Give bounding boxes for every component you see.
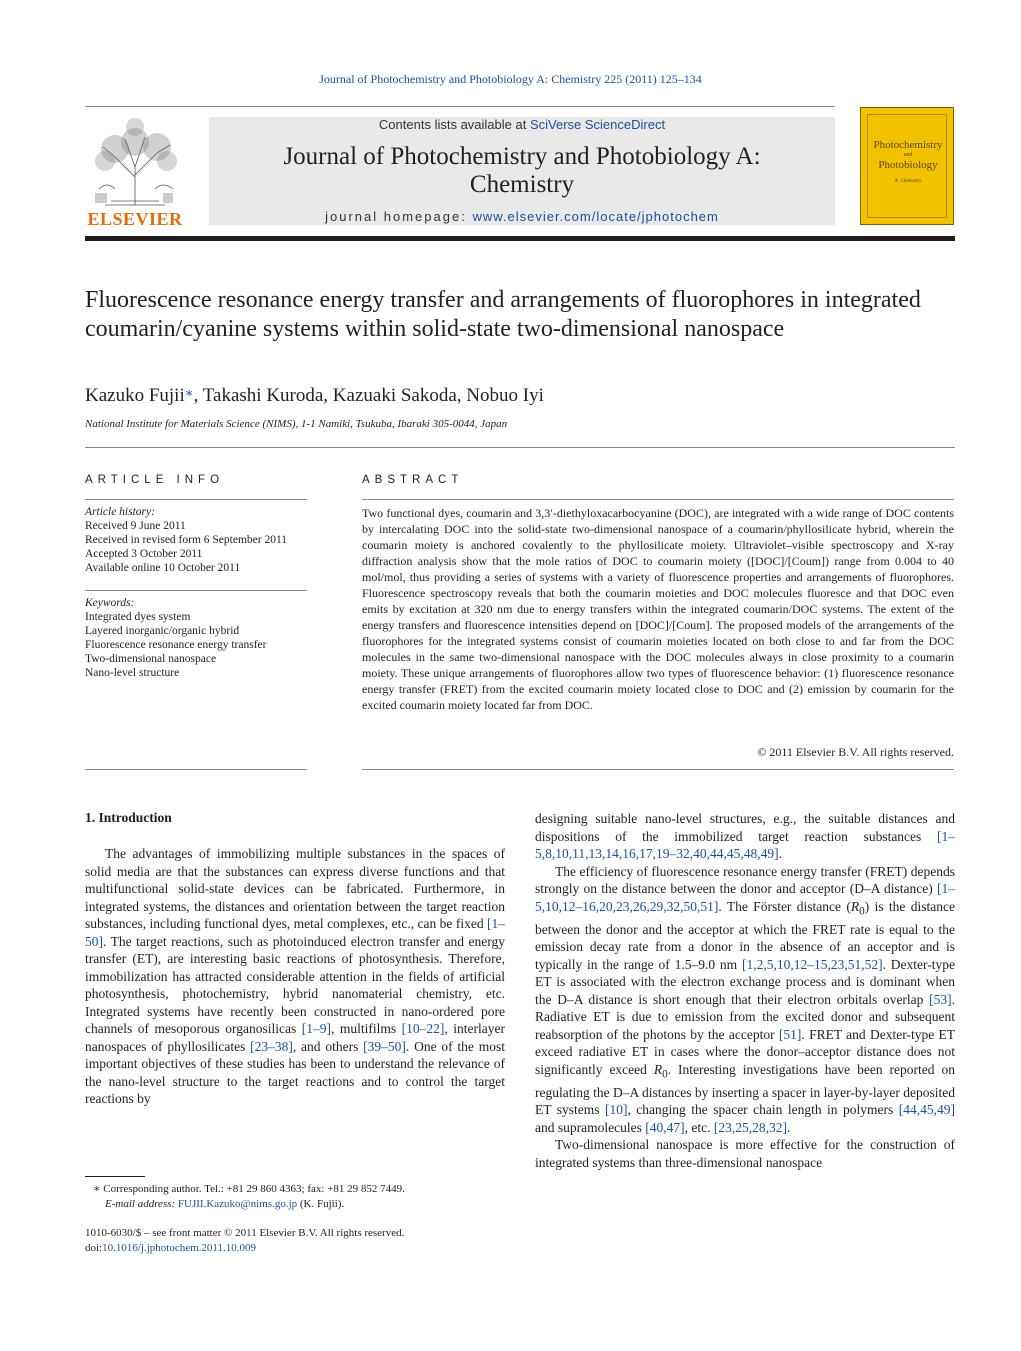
header-top-rule (85, 106, 835, 107)
intro-paragraph-3 (535, 863, 955, 1137)
intro-paragraph-4: Two-dimensional nanospace is more effective for the construction of integrated systems than three-dimensional nanospace (535, 1137, 955, 1170)
symbol-R: R (850, 898, 860, 914)
abstract-bottom-rule (362, 769, 954, 770)
citation-link[interactable]: [39–50] (363, 1038, 406, 1054)
text-run: . One of the most important objectives of these studies has been to understand the relevance of the nano-level structure to the target reactions and to control the target reactions by (85, 1038, 505, 1106)
email-suffix: (K. Fujii). (297, 1198, 345, 1210)
abstract-heading: ABSTRACT (362, 474, 464, 486)
history-received: Received 9 June 2011 (85, 520, 186, 532)
homepage-link[interactable]: www.elsevier.com/locate/jphotochem (472, 209, 719, 224)
citation-link[interactable]: [1–9] (301, 1021, 331, 1036)
email-link[interactable]: FUJII.Kazuko@nims.go.jp (177, 1198, 298, 1210)
author-list (85, 385, 544, 407)
article-info-bottom-rule (85, 769, 307, 770)
author-first[interactable]: Kazuko Fujii (85, 385, 185, 406)
subscript-0: 0 (859, 905, 865, 918)
cover-subtitle: A: Chemistry (894, 179, 922, 184)
citation-link[interactable]: [23,25,28,32] (713, 1119, 787, 1135)
doi-prefix: doi: (85, 1242, 103, 1254)
footnote-rule (85, 1176, 145, 1177)
text-run: and supramolecules (535, 1119, 646, 1135)
abstract-copyright: © 2011 Elsevier B.V. All rights reserved. (757, 745, 954, 759)
issn-doi-block (85, 1226, 525, 1256)
text-run: designing suitable nano-level structures, e.g., the suitable distances and dispositions of the immobilized target reaction substances (535, 811, 955, 844)
journal-banner (209, 117, 835, 225)
journal-title-line2: Chemistry (469, 171, 575, 198)
history-online: Available online 10 October 2011 (85, 562, 241, 574)
text-run: The advantages of immobilizing multiple substances in the spaces of solid media are that the substances can express diverse functions and that multifunctional solid-state devices can be fabricated. Furthermore, in integrated systems, the distances and orientation between the target reaction substances, including functional dyes, metal complexes, etc., can be fixed (85, 846, 505, 931)
cover-frame (867, 114, 947, 218)
text-run: , and others (292, 1038, 364, 1054)
intro-column-2 (535, 810, 955, 1171)
text-run: . The Förster distance ( (718, 898, 851, 914)
keyword-item: Integrated dyes system (85, 611, 191, 623)
intro-paragraph-1 (85, 845, 505, 1108)
issn-line: 1010-6030/$ – see front matter © 2011 Elsevier B.V. All rights reserved. (85, 1227, 405, 1239)
subscript-0: 0 (662, 1068, 668, 1081)
journal-citation[interactable]: Journal of Photochemistry and Photobiology A: Chemistry 225 (2011) 125–134 (319, 72, 702, 86)
citation-link[interactable]: [1–5,8,10,11,13,14,16,17,19–32,40,44,45,48,49] (535, 828, 955, 861)
keywords-label: Keywords: (85, 597, 135, 609)
contents-line (209, 117, 835, 132)
text-run: . The target reactions, such as photoinduced electron transfer and energy transfer (ET), are interesting basic reactions of photosynthesis. Therefore, immobilization has attracted considerable attention in the fields of artificial photosynthesis, photochemistry, hybrid nanomaterial chemistry, etc. Integrated systems have recently been constructed in nano-ordered pore channels of mesoporous organosilicas (85, 933, 505, 1036)
history-revised: Received in revised form 6 September 2011 (85, 534, 288, 546)
title-rule (85, 447, 955, 448)
keyword-item: Layered inorganic/organic hybrid (85, 625, 240, 637)
keyword-item: Nano-level structure (85, 667, 180, 679)
citation-link[interactable]: [51] (778, 1026, 802, 1042)
footnote-mark: ∗ (93, 1183, 101, 1195)
sciencedirect-link[interactable]: SciVerse ScienceDirect (529, 117, 666, 132)
history-accepted: Accepted 3 October 2011 (85, 548, 203, 560)
cover-title-3: Photobiology (878, 159, 938, 171)
symbol-R: R (653, 1061, 663, 1077)
corresponding-author-mark[interactable]: ∗ (184, 385, 194, 400)
article-info-heading: ARTICLE INFO (85, 474, 225, 486)
footnote-corresponding (93, 1182, 513, 1212)
keywords-block (85, 596, 325, 680)
text-run: ) is the distance between the donor and the acceptor at which the FRET rate is equal to the emission decay rate from a donor in the absence of an acceptor and is typically in the range of 1.5–9.0 nm (535, 898, 955, 972)
homepage-prefix: journal homepage: (325, 209, 473, 224)
text-run: , interlayer nanospaces of phyllosilicates (85, 1021, 505, 1054)
article-info-rule (85, 499, 307, 500)
journal-homepage (209, 209, 835, 224)
citation-link[interactable]: [44,45,49] (898, 1102, 955, 1118)
journal-title (209, 143, 835, 199)
header-bottom-rule (85, 236, 955, 241)
citation-link[interactable]: [1–5,10,12–16,20,23,26,29,32,50,51] (535, 881, 955, 914)
section-heading-introduction: 1. Introduction (85, 810, 172, 825)
contents-prefix: Contents lists available at (378, 117, 530, 132)
keyword-item: Fluorescence resonance energy transfer (85, 639, 267, 651)
history-label: Article history: (85, 506, 155, 518)
email-label: E-mail address: (105, 1198, 178, 1210)
citation-link[interactable]: [10–22] (401, 1021, 445, 1036)
citation-link[interactable]: [1,2,5,10,12–15,23,51,52] (741, 956, 883, 972)
citation-link[interactable]: [23–38] (250, 1038, 293, 1054)
journal-title-line1: Journal of Photochemistry and Photobiology A: (283, 143, 761, 170)
cover-title-2: and (903, 152, 913, 158)
cover-title-1: Photochemistry (873, 139, 943, 151)
article-history (85, 505, 325, 575)
doi-link[interactable]: 10.1016/j.jphotochem.2011.10.009 (102, 1242, 257, 1254)
citation-link[interactable]: [40,47] (645, 1119, 685, 1135)
text-run: . Interesting investigations have been reported on regulating the D–A distances by inserting a spacer in layer-by-layer deposited ET systems (535, 1061, 955, 1118)
keywords-rule (85, 590, 307, 591)
text-run: . Dexter-type ET is associated with the electron exchange process and is dominant when the D–A distance is short enough that their electron orbitals overlap (535, 956, 955, 1007)
text-run: , multifilms (330, 1021, 402, 1036)
elsevier-wordmark: ELSEVIER (87, 209, 183, 229)
text-run: , etc. (684, 1119, 714, 1135)
citation-link[interactable]: [1–50] (85, 916, 505, 949)
text-run: . Radiative ET is due to emission from the excited donor and subsequent reabsorption of the photons by the acceptor (535, 991, 955, 1042)
text-run: . (786, 1119, 791, 1135)
text-run: The efficiency of fluorescence resonance energy transfer (FRET) depends strongly on the distance between the donor and acceptor (D–A distance) (535, 863, 955, 896)
text-run: . FRET and Dexter-type ET exceed radiative ET in cases where the donor–acceptor distance does not significantly exceed (535, 1026, 955, 1077)
affiliation: National Institute for Materials Science (NIMS), 1-1 Namiki, Tsukuba, Ibaraki 305-0044, Japan (85, 418, 508, 430)
authors-rest: , Takashi Kuroda, Kazuaki Sakoda, Nobuo Iyi (193, 385, 544, 406)
footnote-corr-text: Corresponding author. Tel.: +81 29 860 4363; fax: +81 29 852 7449. (100, 1183, 405, 1195)
abstract-text: Two functional dyes, coumarin and 3,3′-diethyloxacarbocyanine (DOC), are integrated with a wide range of DOC contents by intercalating DOC into the solid-state two-dimensional nanospace of a coumarin/phyllosilicate hybrid, wherein the coumarin moiety is anchored covalently to the phyllosilicate moiety. Ultraviolet–visible spectroscopy and X-ray diffraction analysis show that the mole ratios of DOC to coumarin moiety ([DOC]/[Coum]) range from 0.004 to 40 mol/mol, thus providing a series of systems with a variety of fluorescence properties and arrangements of fluorophores. Fluorescence spectroscopy reveals that both the coumarin moieties and DOC molecules fluoresce and that DOC even emits by excitation at 320 nm due to energy transfers within the integrated coumarin/DOC systems. The extent of the energy transfers and fluorescence intensities depend on [DOC]/[Coum]. The proposed models of the arrangements of the fluorophores for the integrated systems consist of coumarin moieties located on both close to and far from the DOC molecules in the same two-dimensional nanospace with the DOC molecules always in close proximity to a coumarin moiety. These unique arrangements of fluorophores allow two types of fluorescence behavior: (1) fluorescence resonance energy transfer (FRET) from the excited coumarin moiety located close to DOC and (2) emission by coumarin for the excited coumarin moiety located far from DOC. (362, 506, 954, 712)
citation-link[interactable]: [10] (604, 1102, 628, 1118)
text-run: , changing the spacer chain length in polymers (627, 1102, 899, 1118)
text-run: . (778, 846, 782, 861)
abstract-rule (362, 499, 954, 500)
citation-link[interactable]: [53] (929, 991, 952, 1007)
keyword-item: Two-dimensional nanospace (85, 653, 217, 665)
article-title: Fluorescence resonance energy transfer and arrangements of fluorophores in integrated coumarin/cyanine systems within solid-state two-dimensional nanospace (85, 287, 921, 342)
intro-paragraph-2 (535, 810, 955, 863)
journal-cover-thumbnail[interactable] (860, 107, 954, 225)
cover-title (868, 139, 948, 172)
